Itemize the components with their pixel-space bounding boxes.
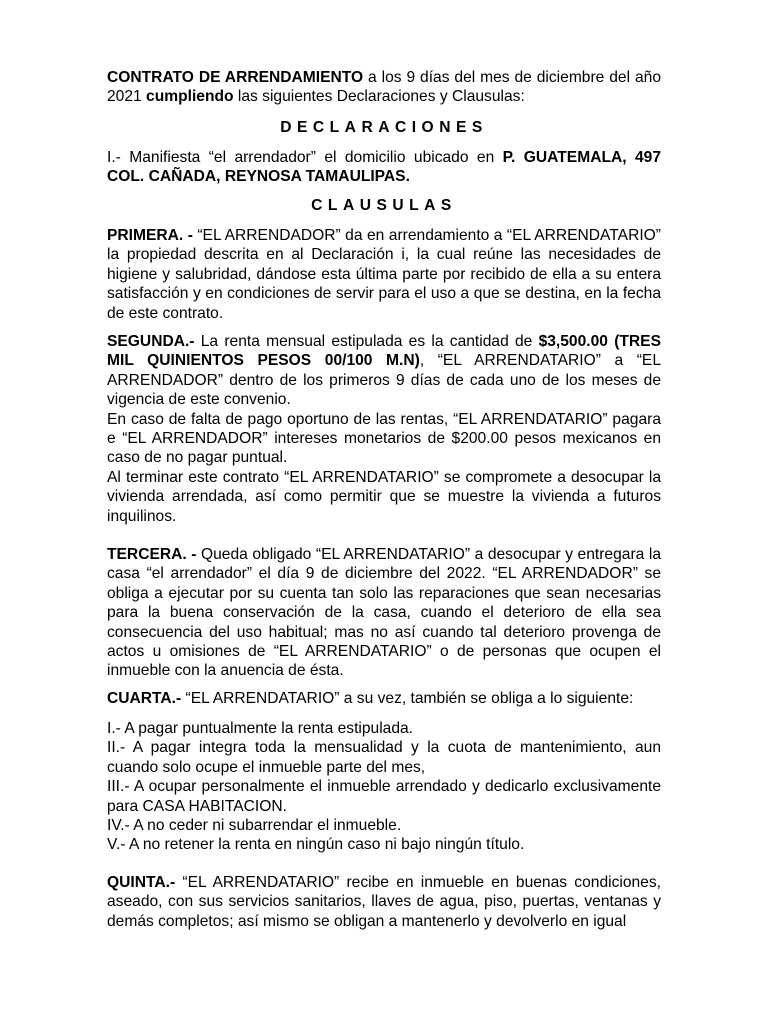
clausula-tercera [107,545,661,681]
declaracion-paragraph [107,148,661,187]
tercera-text: Queda obligado “EL ARRENDATARIO” a desocupar y entregara la casa “el arrendador” el día 9 de diciembre del 2022. “EL ARRENDADOR” se obliga a ejecutar por su cuenta tan solo las reparaciones que sean necesarias para la buena conservación de la casa, cuando el deterioro de ella sea consecuencia del uso habitual; mas no así cuando tal deterioro provenga de actos u omisiones de “EL ARRENDATARIO” o de personas que ocupen el inmueble con la anuencia de ésta. [107,546,661,680]
segunda-label: SEGUNDA.- [107,333,195,350]
primera-label: PRIMERA. - [107,227,193,244]
declaracion-address: P. GUATEMALA, 497 COL. CAÑADA, REYNOSA TAMAULIPAS. [107,149,661,186]
list-item: II.- A pagar integra toda la mensualidad y la cuota de mantenimiento, aun cuando solo ocupe el inmueble parte del mes, [107,739,661,776]
cuarta-text: “EL ARRENDATARIO” a su vez, también se obliga a lo siguiente: [181,690,634,707]
clausula-segunda [107,332,661,526]
segunda-paragraph-2: En caso de falta de pago oportuno de las rentas, “EL ARRENDATARIO” pagara e “EL ARRENDADOR” intereses monetarios de $200.00 pesos mexicanos en caso de no pagar puntual. [107,410,661,467]
clausula-primera [107,226,661,323]
clausula-quinta [107,873,661,931]
tercera-label: TERCERA. - [107,546,197,563]
segunda-text-1: La renta mensual estipulada es la cantidad de [194,333,539,350]
list-item: IV.- A no ceder ni subarrendar el inmueble. [107,817,402,835]
segunda-text-2: , “EL ARRENDATARIO” a “EL ARRENDADOR” dentro de los primeros 9 días de cada uno de los meses de vigencia de este convenio. [107,352,661,409]
quinta-label: QUINTA.- [107,874,176,891]
intro-paragraph [107,68,661,107]
intro-bold: cumpliendo [146,88,234,106]
intro-text-1: a los 9 días del mes de diciembre del año 2021 [107,69,661,106]
clausulas-heading: CLAUSULAS [311,197,457,214]
list-item: III.- A ocupar personalmente el inmueble arrendado y dedicarlo exclusivamente para CASA HABITACION. [107,778,661,815]
list-item: I.- A pagar puntualmente la renta estipulada. [107,720,414,737]
primera-text: “EL ARRENDADOR” da en arrendamiento a “EL ARRENDATARIO” la propiedad descrita en al Declaración i, la cual reúne las necesidades de higiene y salubridad, dándose esta última parte por recibido de ella a su entera satisfacción y en condiciones de servir para el uso a que se destina, en la fecha de este contrato. [107,227,661,322]
declaraciones-heading: DECLARACIONES [280,119,488,136]
list-item: V.- A no retener la renta en ningún caso ni bajo ningún título. [107,836,525,854]
segunda-paragraph-3: Al terminar este contrato “EL ARRENDATARIO” se compromete a desocupar la vivienda arrendada, así como permitir que se muestre la vivienda a futuros inquilinos. [107,468,661,525]
contract-title: CONTRATO DE ARRENDAMIENTO [107,69,364,86]
declaracion-text: I.- Manifiesta “el arrendador” el domicilio ubicado en [107,149,503,166]
segunda-amount: $3,500.00 (TRES MIL QUINIENTOS PESOS 00/100 M.N) [107,333,661,370]
clausula-cuarta [107,689,661,708]
cuarta-label: CUARTA.- [107,690,182,707]
cuarta-obligations-list [107,719,661,855]
quinta-text: “EL ARRENDATARIO” recibe en inmueble en buenas condiciones, aseado, con sus servicios sanitarios, llaves de agua, piso, puertas, ventanas y demás completos; así mismo se obligan a mantenerlo y devolverlo en igual [107,874,661,930]
intro-text-2: las siguientes Declaraciones y Clausulas: [233,88,525,106]
